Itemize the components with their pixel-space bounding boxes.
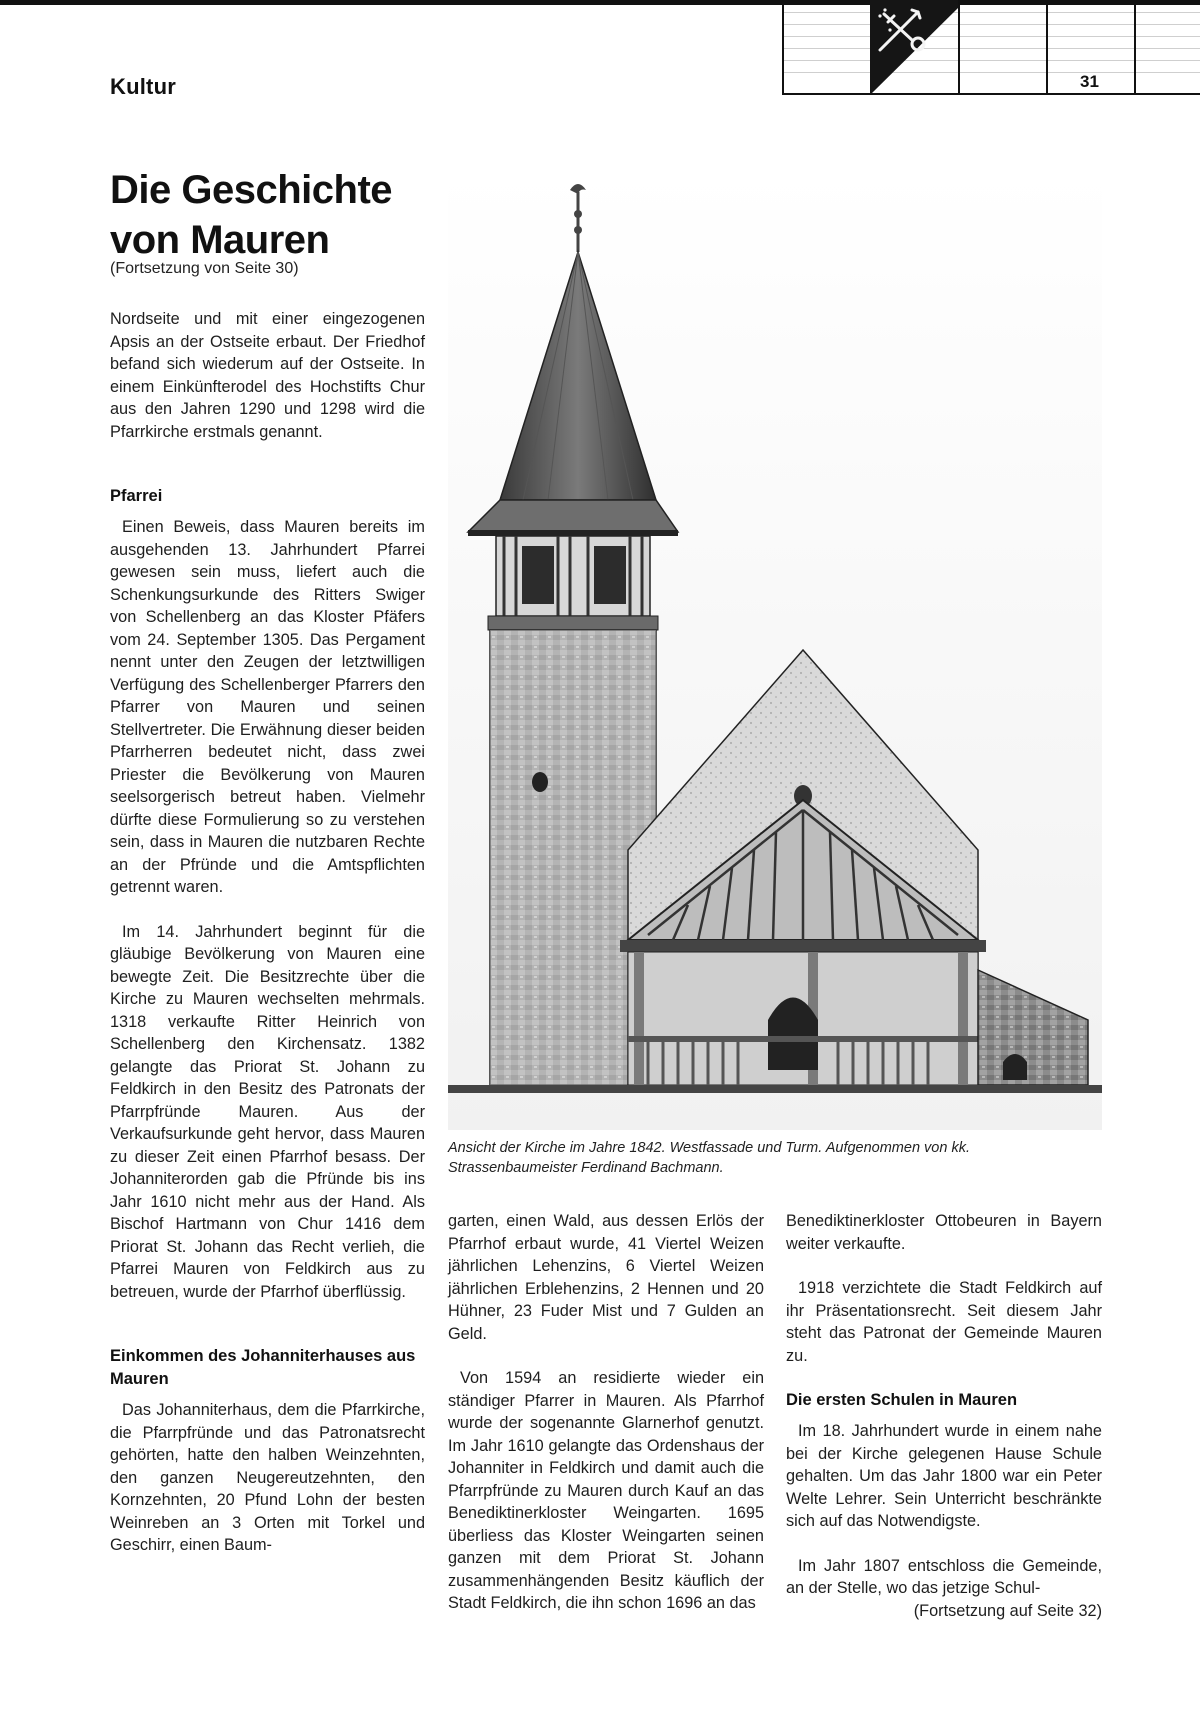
column-right [786,1210,1102,1622]
continued-note: (Fortsetzung auf Seite 32) [913,1601,1102,1620]
header-grid [782,0,1200,95]
heading-schulen: Die ersten Schulen in Mauren [786,1391,1018,1409]
middle-paragraph-1: garten, einen Wald, aus dessen Erlös der Pfarrhof erbaut wurde, 41 Viertel Weizen jährlichen Lehenzins, 6 Viertel Weizen jährlichen Erblehenzins, 2 Hennen und 20 Hühner, 23 Fuder Mist und 7 Gulden an Geld. [448,1212,764,1343]
heading-pfarrei: Pfarrei [110,487,163,505]
church-illustration [448,170,1102,1130]
right-paragraph-2: 1918 verzichtete die Stadt Feldkirch auf ihr Präsentationsrecht. Seit diesem Jahr steht das Patronat der Gemeinde Mauren zu. [786,1279,1102,1365]
right-paragraph-1: Benediktinerkloster Ottobeuren in Bayern weiter verkaufte. [786,1212,1102,1253]
figure-caption: Ansicht der Kirche im Jahre 1842. Westfassade und Turm. Aufgenommen von kk. Strassenbaumeister Ferdinand Bachmann. [448,1140,970,1176]
middle-paragraph-2: Von 1594 an residierte wieder ein ständiger Pfarrer in Mauren. Als Pfarrhof wurde der sogenannte Glarnerhof genutzt. Im Jahr 1610 gelangte das Ordenshaus der Johanniter in Feldkirch und damit auch die Pfarrpfründe zu Mauren durch Kauf an das Benediktinerkloster Weingarten. 1695 überliess das Kloster Weingarten seinen ganzen mit dem Priorat St. Johann zusammenhängenden Besitz käuflich der Stadt Feldkirch, die ihn schon 1696 an das [448,1369,764,1612]
intro-paragraph: Nordseite und mit einer eingezogenen Apsis an der Ostseite erbaut. Der Friedhof befand sich wiederum auf der Ostseite. In einem Einkünfterodel des Hochstifts Chur aus den Jahren 1290 und 1298 wird die Pfarrkirche erstmals genannt. [110,310,425,441]
belfry [496,536,650,616]
einkommen-paragraph-1: Das Johanniterhaus, dem die Pfarrkirche, die Pfarrpfründe und das Patronatsrecht gehörten, hatte den halben Weinzehnten, den ganzen Neugereutzehnten, den Kornzehnten, 20 Pfund Lohn der besten Weinreben an 3 Orten mit Torkel und Geschirr, einen Baum- [110,1401,425,1554]
page-number: 31 [1080,72,1099,91]
schulen-paragraph-1: Im 18. Jahrhundert wurde in einem nahe bei der Kirche gelegenen Hause Schule gehalten. Um das Jahr 1800 war ein Peter Welte Lehrer. Sein Unterricht beschränkte sich auf das Notwendigste. [786,1422,1102,1530]
article-subtitle: (Fortsetzung von Seite 30) [110,260,299,277]
article-title: Die Geschichte von Mauren [110,168,393,262]
schulen-paragraph-2: Im Jahr 1807 entschloss die Gemeinde, an der Stelle, wo das jetzige Schul- [786,1556,1102,1597]
column-middle [448,1210,764,1637]
crossed-keys-emblem-icon [870,0,958,95]
section-label: Kultur [110,74,176,99]
pfarrei-paragraph-2: Im 14. Jahrhundert beginnt für die gläubige Bevölkerung von Mauren eine bewegte Zeit. Die Besitzrechte über die Kirche zu Mauren wechselten mehrmals. 1318 verkaufte Ritter Heinrich von Schellenberg den Kirchensatz. 1382 gelangte das Priorat St. Johann zu Feldkirch in den Besitz des Patronats der Pfarrpfründe Mauren. Aus der Verkaufsurkunde geht hervor, dass Mauren zu dieser Zeit einen Pfarrhof besass. Der Johanniterorden gab die Pfründe bis ins Jahr 1610 nicht mehr aus der Hand. Als Bischof Hartmann von Chur 1416 dem Priorat St. Johann das Recht verlieh, die Pfarrei Mauren von Feldkirch aus zu betreuen, wurde der Pfarrhof überflüssig. [110,922,425,1301]
column-left [110,308,425,1579]
pfarrei-paragraph-1: Einen Beweis, dass Mauren bereits im ausgehenden 13. Jahrhundert Pfarrei gewesen sein muss, liefert auch die Schenkungsurkunde des Ritters Swiger von Schellenberg an das Kloster Pfäfers vom 24. September 1305. Das Pergament nennt unter den Zeugen der letztwilligen Verfügung des Schellenberger Pfarrers den Pfarrer von Mauren und seinen Stellvertreter. Die Erwähnung dieser beiden Pfarrherren bedeutet nicht, dass zwei Priester die Bevölkerung von Mauren seelsorgerisch betreut haben. Vielmehr dürfte diese Formulierung so zu verstehen sein, dass in Mauren die nutzbaren Rechte an der Pfründe und die Amtspflichten getrennt waren. [110,518,425,896]
heading-einkommen: Einkommen des Johanniterhauses aus Mauren [110,1347,416,1388]
